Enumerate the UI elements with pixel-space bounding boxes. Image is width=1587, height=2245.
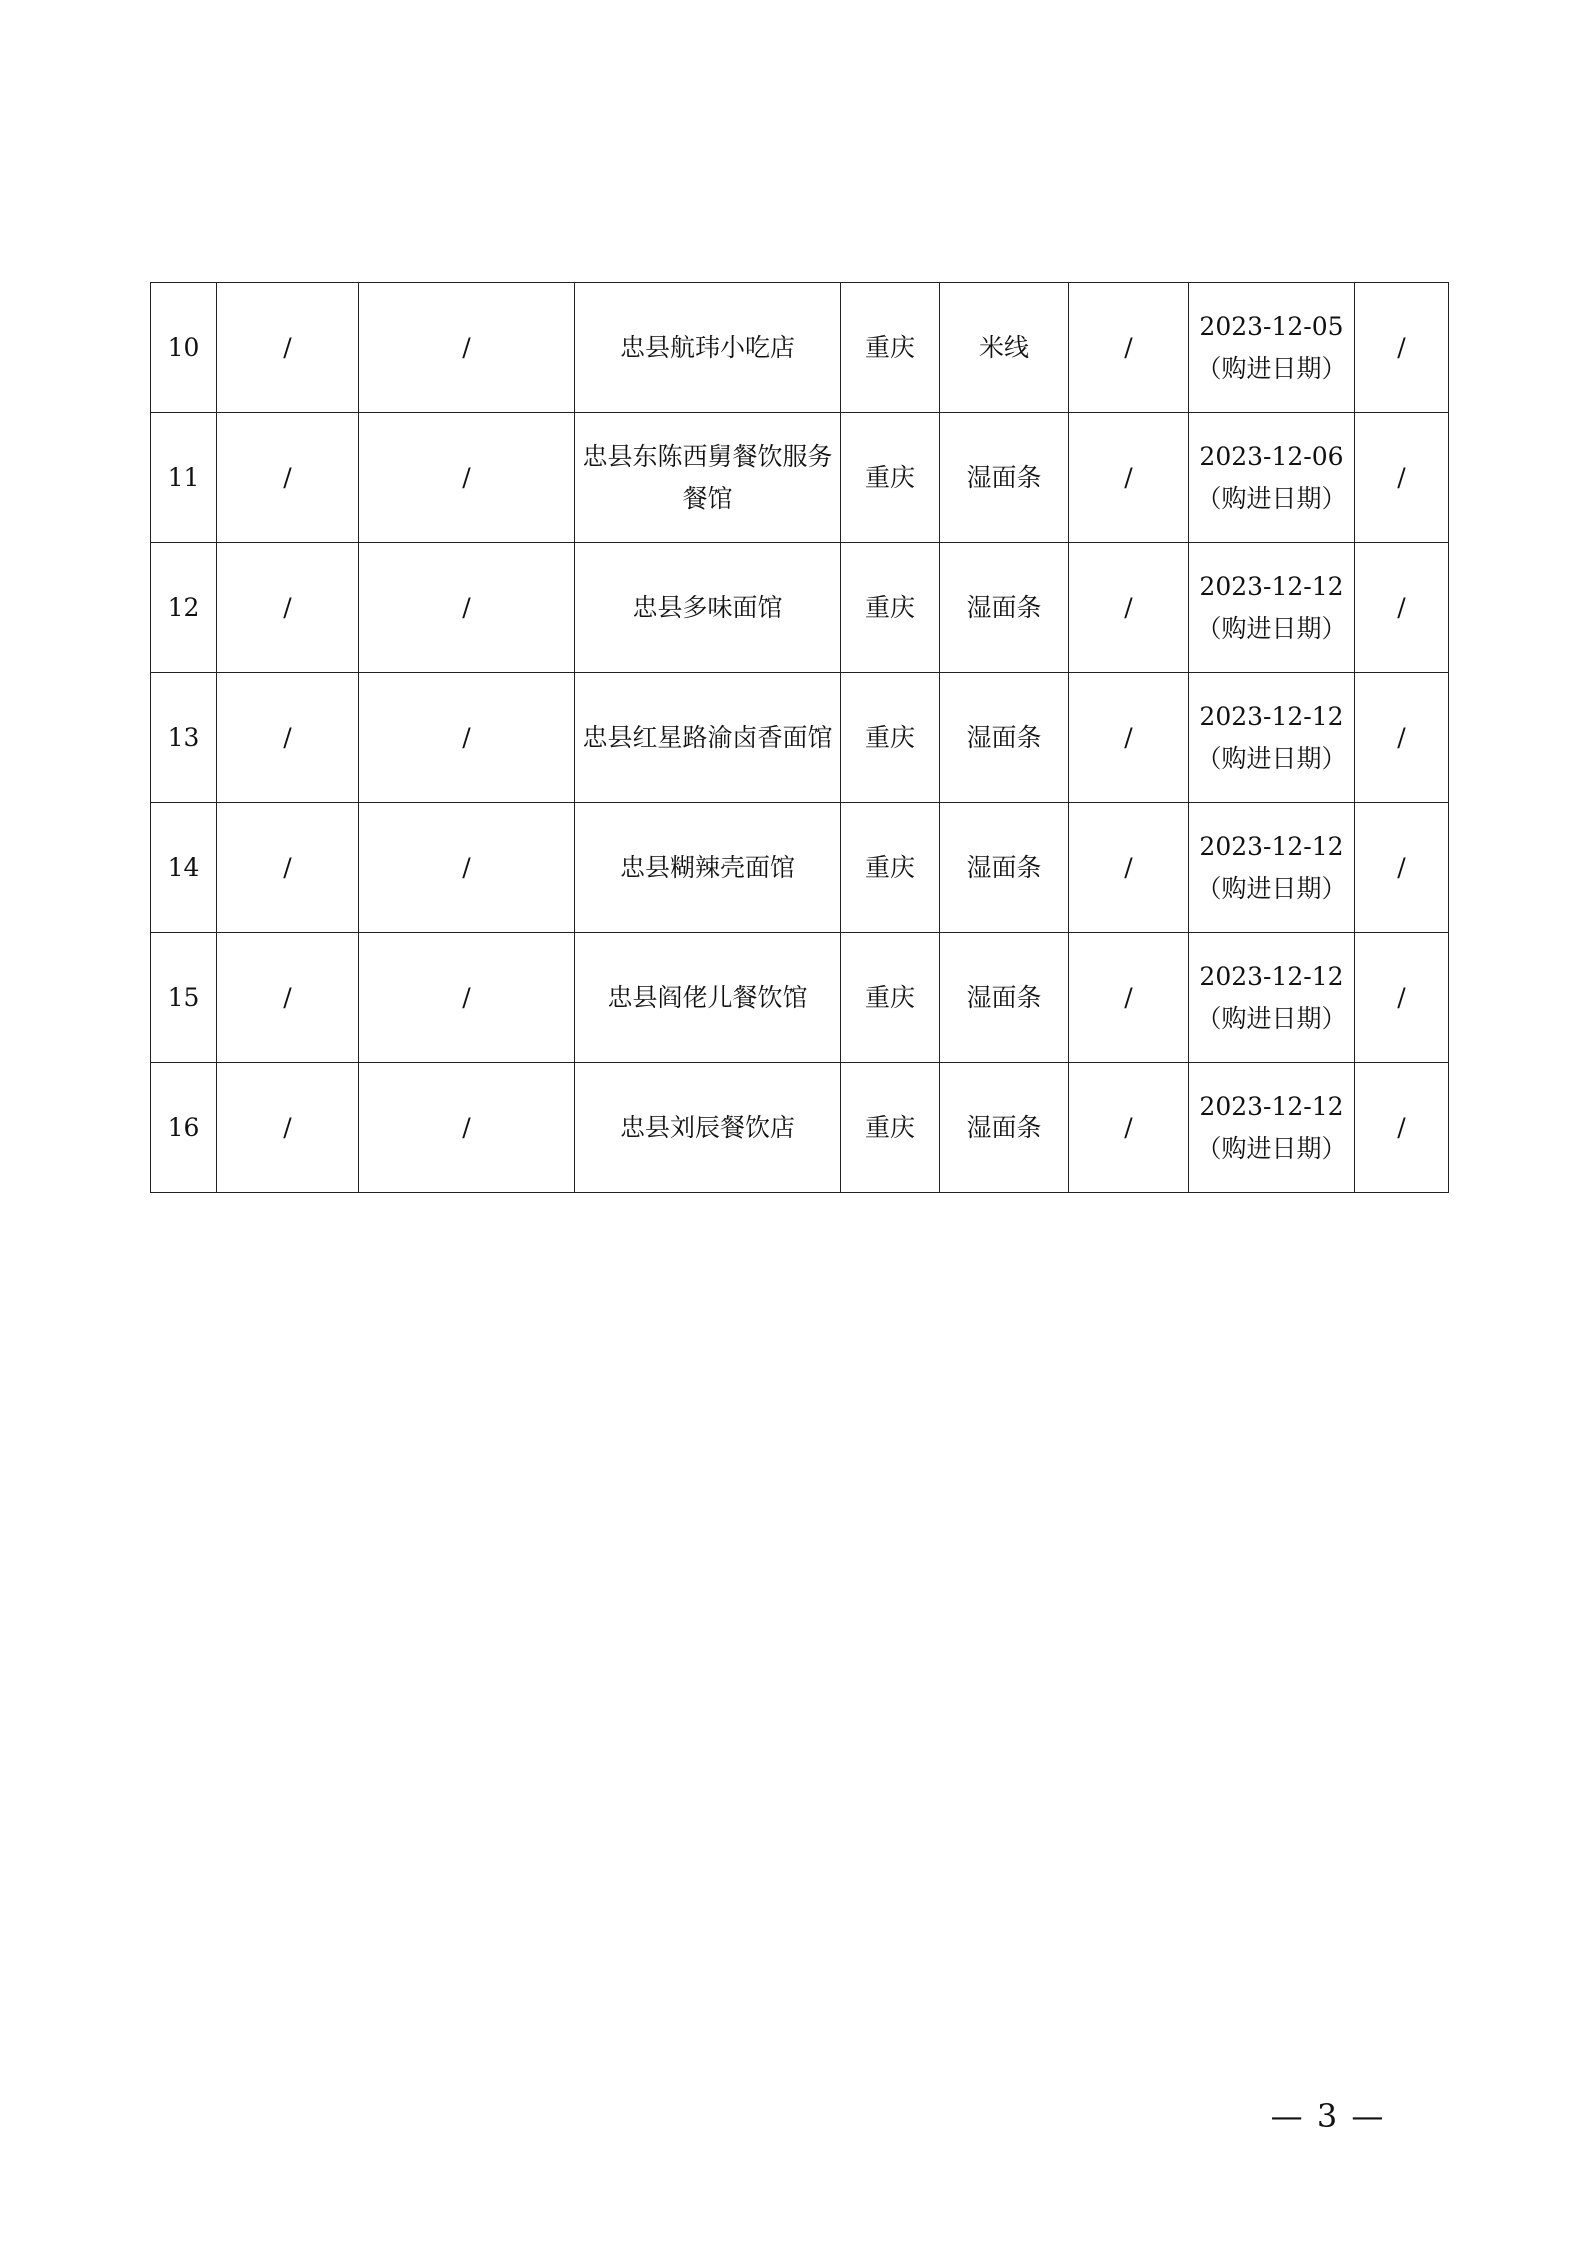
date-cell xyxy=(1189,803,1355,933)
cell-col9: / xyxy=(1355,1063,1449,1193)
date-note: （购进日期） xyxy=(1196,1003,1347,1033)
date-value: 2023-12-12 xyxy=(1199,961,1344,991)
page-number: — 3 — xyxy=(1270,2097,1386,2135)
cell-col7: / xyxy=(1069,543,1189,673)
cell-col3: / xyxy=(359,933,575,1063)
row-number-cell: 15 xyxy=(151,933,217,1063)
cell-col3: / xyxy=(359,803,575,933)
row-number-cell: 12 xyxy=(151,543,217,673)
region-cell: 重庆 xyxy=(841,543,940,673)
cell-col9: / xyxy=(1355,283,1449,413)
cell-col9: / xyxy=(1355,413,1449,543)
cell-col2: / xyxy=(217,1063,359,1193)
cell-col7: / xyxy=(1069,673,1189,803)
cell-col9: / xyxy=(1355,803,1449,933)
table-row xyxy=(151,413,1449,543)
date-value: 2023-12-12 xyxy=(1199,701,1344,731)
cell-col2: / xyxy=(217,933,359,1063)
cell-col7: / xyxy=(1069,933,1189,1063)
cell-col7: / xyxy=(1069,283,1189,413)
cell-col3: / xyxy=(359,543,575,673)
row-number-cell: 13 xyxy=(151,673,217,803)
date-note: （购进日期） xyxy=(1196,353,1347,383)
food-name-cell: 湿面条 xyxy=(940,1063,1069,1193)
cell-col7: / xyxy=(1069,803,1189,933)
cell-col7: / xyxy=(1069,1063,1189,1193)
date-cell xyxy=(1189,1063,1355,1193)
cell-col3: / xyxy=(359,283,575,413)
cell-col3: / xyxy=(359,673,575,803)
date-value: 2023-12-12 xyxy=(1199,831,1344,861)
date-cell xyxy=(1189,413,1355,543)
store-name-cell: 忠县阎佬儿餐饮馆 xyxy=(575,933,841,1063)
date-note: （购进日期） xyxy=(1196,1133,1347,1163)
cell-col2: / xyxy=(217,543,359,673)
date-note: （购进日期） xyxy=(1196,613,1347,643)
table-row xyxy=(151,283,1449,413)
date-value: 2023-12-05 xyxy=(1199,311,1344,341)
cell-col9: / xyxy=(1355,673,1449,803)
date-note: （购进日期） xyxy=(1196,483,1347,513)
cell-col2: / xyxy=(217,673,359,803)
region-cell: 重庆 xyxy=(841,933,940,1063)
food-name-cell: 湿面条 xyxy=(940,803,1069,933)
store-name-cell: 忠县糊辣壳面馆 xyxy=(575,803,841,933)
region-cell: 重庆 xyxy=(841,413,940,543)
region-cell: 重庆 xyxy=(841,283,940,413)
food-name-cell: 湿面条 xyxy=(940,933,1069,1063)
date-cell xyxy=(1189,283,1355,413)
food-name-cell: 米线 xyxy=(940,283,1069,413)
cell-col2: / xyxy=(217,283,359,413)
cell-col3: / xyxy=(359,413,575,543)
cell-col3: / xyxy=(359,1063,575,1193)
table-body xyxy=(151,283,1449,1193)
cell-col2: / xyxy=(217,803,359,933)
region-cell: 重庆 xyxy=(841,673,940,803)
store-name-cell: 忠县航玮小吃店 xyxy=(575,283,841,413)
store-name-cell: 忠县东陈西舅餐饮服务餐馆 xyxy=(575,413,841,543)
date-cell xyxy=(1189,933,1355,1063)
row-number-cell: 16 xyxy=(151,1063,217,1193)
date-value: 2023-12-12 xyxy=(1199,571,1344,601)
inspection-table xyxy=(150,282,1449,1193)
region-cell: 重庆 xyxy=(841,803,940,933)
table-row xyxy=(151,803,1449,933)
cell-col9: / xyxy=(1355,543,1449,673)
cell-col2: / xyxy=(217,413,359,543)
date-note: （购进日期） xyxy=(1196,743,1347,773)
row-number-cell: 11 xyxy=(151,413,217,543)
food-name-cell: 湿面条 xyxy=(940,413,1069,543)
date-cell xyxy=(1189,673,1355,803)
date-cell xyxy=(1189,543,1355,673)
food-name-cell: 湿面条 xyxy=(940,673,1069,803)
row-number-cell: 14 xyxy=(151,803,217,933)
table-row xyxy=(151,543,1449,673)
region-cell: 重庆 xyxy=(841,1063,940,1193)
table-row xyxy=(151,1063,1449,1193)
food-name-cell: 湿面条 xyxy=(940,543,1069,673)
store-name-cell: 忠县红星路渝卤香面馆 xyxy=(575,673,841,803)
cell-col7: / xyxy=(1069,413,1189,543)
store-name-cell: 忠县刘辰餐饮店 xyxy=(575,1063,841,1193)
table-row xyxy=(151,673,1449,803)
date-value: 2023-12-06 xyxy=(1199,441,1344,471)
date-note: （购进日期） xyxy=(1196,873,1347,903)
store-name-cell: 忠县多味面馆 xyxy=(575,543,841,673)
date-value: 2023-12-12 xyxy=(1199,1091,1344,1121)
row-number-cell: 10 xyxy=(151,283,217,413)
table-row xyxy=(151,933,1449,1063)
cell-col9: / xyxy=(1355,933,1449,1063)
